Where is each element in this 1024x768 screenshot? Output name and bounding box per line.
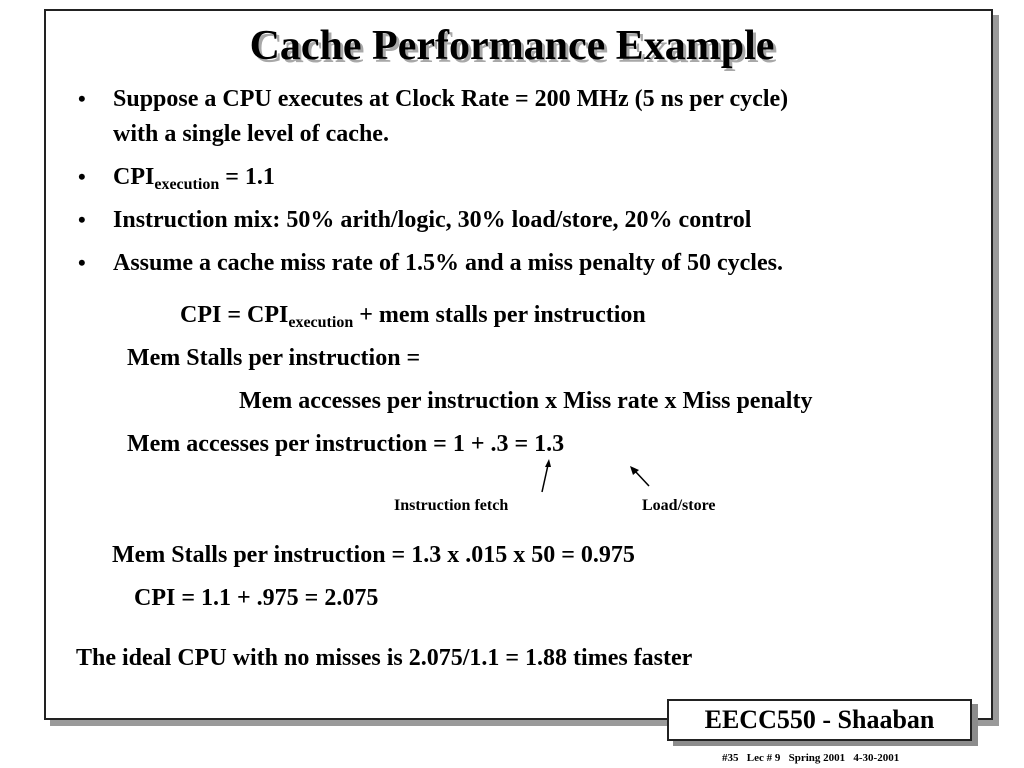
cpi-value: = 1.1	[219, 164, 275, 190]
cpi-equation-right: + mem stalls per instruction	[353, 302, 646, 328]
bullet-marker: •	[78, 207, 86, 232]
mem-stalls-formula: Mem accesses per instruction x Miss rate x Miss penalty	[239, 388, 813, 414]
cpi-calculation: CPI = 1.1 + .975 = 2.075	[134, 585, 379, 611]
conclusion: The ideal CPU with no misses is 2.075/1.1 = 1.88 times faster	[76, 645, 693, 671]
bullet-clock-rate-line1: Suppose a CPU executes at Clock Rate = 200 MHz (5 ns per cycle)	[113, 86, 789, 112]
bullet-cpi-execution	[113, 162, 275, 192]
bullet-marker: •	[78, 250, 86, 275]
instruction-fetch-arrow	[530, 455, 560, 495]
cpi-equation-subscript: execution	[288, 314, 354, 331]
slide-title: Cache Performance Example	[249, 23, 775, 69]
bullet-miss-rate: Assume a cache miss rate of 1.5% and a miss penalty of 50 cycles.	[113, 250, 783, 276]
slide-footer: #35 Lec # 9 Spring 2001 4-30-2001	[722, 752, 900, 764]
cpi-label: CPI	[113, 164, 155, 190]
mem-accesses-equation: Mem accesses per instruction = 1 + .3 = 1.3	[127, 431, 565, 457]
bullet-clock-rate-line2: with a single level of cache.	[113, 121, 389, 147]
instruction-fetch-label: Instruction fetch	[394, 497, 509, 514]
load-store-label: Load/store	[642, 497, 716, 514]
bullet-instruction-mix: Instruction mix: 50% arith/logic, 30% load/store, 20% control	[113, 207, 752, 233]
load-store-arrow	[625, 462, 655, 492]
cpi-subscript: execution	[154, 176, 220, 193]
bullet-marker: •	[78, 86, 86, 111]
mem-stalls-calculation: Mem Stalls per instruction = 1.3 x .015 x 50 = 0.975	[112, 542, 635, 568]
bullet-marker: •	[78, 164, 86, 189]
mem-stalls-definition: Mem Stalls per instruction =	[127, 345, 421, 371]
cpi-equation	[180, 300, 646, 330]
course-badge: EECC550 - Shaaban	[667, 699, 972, 741]
cpi-equation-left: CPI = CPI	[180, 302, 289, 328]
